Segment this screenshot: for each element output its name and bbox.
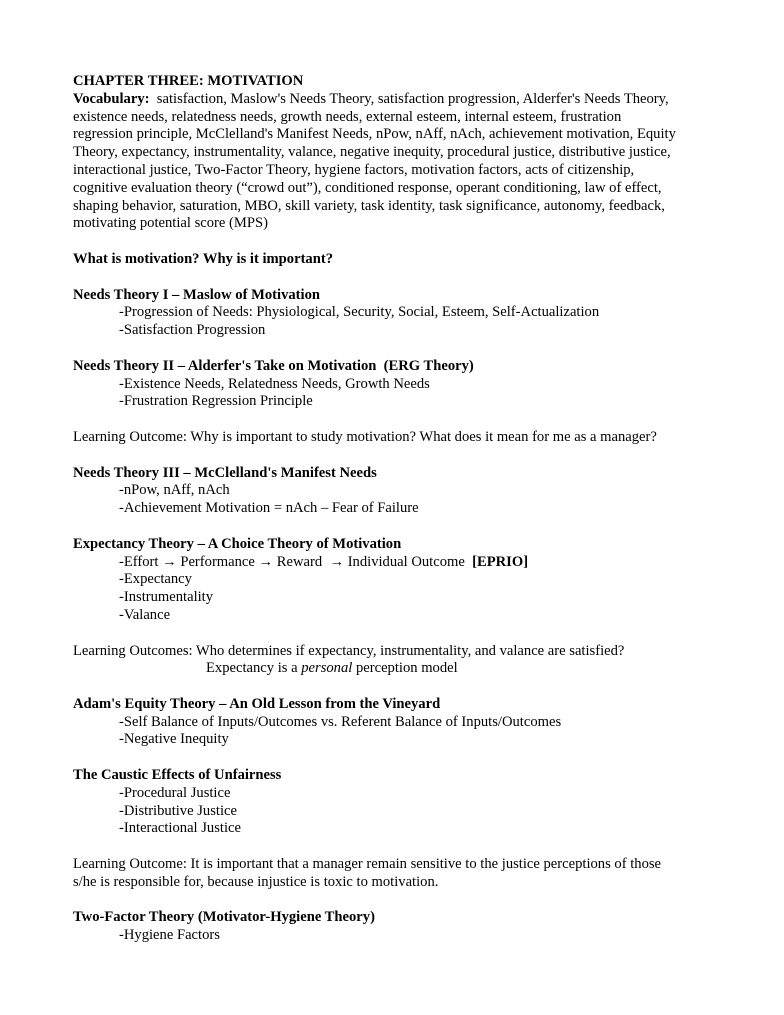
spacer [73, 892, 709, 910]
outcome-emphasis: personal [301, 660, 353, 677]
spacer [73, 678, 709, 696]
list-item: -Frustration Regression Principle [119, 393, 313, 410]
list-item: -nPow, nAff, nAch [119, 482, 230, 499]
spacer [73, 269, 709, 287]
list-item: -Instrumentality [119, 589, 214, 606]
spacer [73, 838, 709, 856]
spacer [73, 411, 709, 429]
section-heading-two-factor: Two-Factor Theory (Motivator-Hygiene Theory) [73, 909, 375, 926]
learning-outcome-1: Learning Outcome: Why is important to study motivation? What does it mean for me as a manager? [73, 428, 657, 445]
learning-outcome-2: Learning Outcomes: Who determines if expectancy, instrumentality, and valance are satisfied? [73, 642, 625, 659]
eprio-tag: [EPRIO] [472, 553, 529, 570]
list-item: -Achievement Motivation = nAch – Fear of Failure [119, 500, 419, 517]
list-item: -Hygiene Factors [119, 927, 220, 944]
learning-outcome-3: Learning Outcome: It is important that a manager remain sensitive to the justice perceptions of those [73, 856, 662, 873]
list-item: -Procedural Justice [119, 784, 231, 801]
spacer [73, 447, 709, 465]
list-item: -Progression of Needs: Physiological, Security, Social, Esteem, Self-Actualization [119, 304, 600, 321]
section-heading-equity: Adam's Equity Theory – An Old Lesson from the Vineyard [73, 695, 441, 712]
list-item: -Negative Inequity [119, 731, 229, 748]
vocabulary-line: regression principle, McClelland's Manifest Needs, nPow, nAff, nAch, achievement motivation, Equity [73, 126, 676, 143]
list-item: -Distributive Justice [119, 802, 237, 819]
chapter-title: CHAPTER THREE: MOTIVATION [73, 73, 304, 89]
section-heading-alderfer: Needs Theory II – Alderfer's Take on Motivation (ERG Theory) [73, 357, 474, 374]
outcome-text: perception model [352, 660, 458, 677]
eprio-text: -Effort → Performance → Reward → Individual Outcome [119, 553, 473, 570]
motivation-question: What is motivation? Why is it important? [73, 250, 334, 267]
learning-outcome-3-cont: s/he is responsible for, because injustice is toxic to motivation. [73, 873, 439, 890]
list-item: -Existence Needs, Relatedness Needs, Growth Needs [119, 375, 430, 392]
list-item: -Satisfaction Progression [119, 322, 266, 339]
section-heading-unfairness: The Caustic Effects of Unfairness [73, 767, 282, 784]
spacer [73, 518, 709, 536]
vocabulary-line: cognitive evaluation theory (“crowd out”), conditioned response, operant conditioning, law of effect, [73, 179, 662, 196]
list-item: -Valance [119, 606, 171, 623]
vocabulary-label: Vocabulary: [73, 90, 150, 107]
spacer [73, 340, 709, 358]
list-item: -Interactional Justice [119, 820, 241, 837]
vocabulary-line: motivating potential score (MPS) [73, 215, 268, 232]
vocabulary-line: shaping behavior, saturation, MBO, skill variety, task identity, task significance, autonomy, feedback, [73, 197, 665, 214]
section-heading-expectancy: Expectancy Theory – A Choice Theory of Motivation [73, 535, 402, 552]
vocabulary-line-1 [73, 91, 709, 109]
vocabulary-line: Theory, expectancy, instrumentality, valance, negative inequity, procedural justice, distributive justice, [73, 144, 671, 161]
document-page [73, 73, 709, 945]
section-heading-mcclelland: Needs Theory III – McClelland's Manifest Needs [73, 464, 377, 481]
learning-outcome-2-detail [73, 660, 709, 678]
vocabulary-line: existence needs, relatedness needs, growth needs, external esteem, internal esteem, frustration [73, 108, 622, 125]
vocabulary-text: satisfaction, Maslow's Needs Theory, satisfaction progression, Alderfer's Needs Theory, [149, 90, 669, 107]
eprio-line [73, 554, 709, 572]
spacer [73, 749, 709, 767]
vocabulary-line: interactional justice, Two-Factor Theory, hygiene factors, motivation factors, acts of citizenship, [73, 161, 635, 178]
spacer [73, 233, 709, 251]
list-item: -Self Balance of Inputs/Outcomes vs. Referent Balance of Inputs/Outcomes [119, 713, 562, 730]
spacer [73, 625, 709, 643]
section-heading-maslow: Needs Theory I – Maslow of Motivation [73, 286, 320, 303]
list-item: -Expectancy [119, 571, 192, 588]
outcome-text: Expectancy is a [206, 660, 302, 677]
